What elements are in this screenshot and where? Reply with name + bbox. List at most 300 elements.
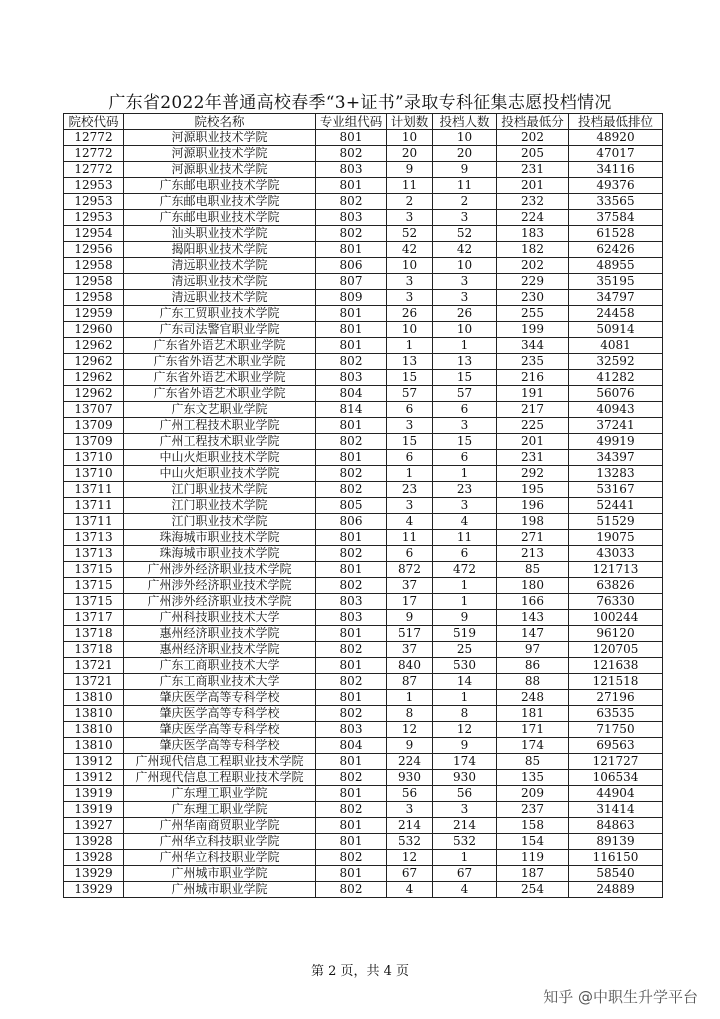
plan-count-cell: 517 <box>387 626 433 642</box>
group-code-cell: 803 <box>316 722 387 738</box>
min-score-cell: 88 <box>497 674 569 690</box>
plan-count-cell: 10 <box>387 258 433 274</box>
school-code-cell: 12960 <box>64 322 124 338</box>
min-rank-cell: 40943 <box>569 402 663 418</box>
plan-count-cell: 37 <box>387 578 433 594</box>
school-name-cell: 广州工程技术职业学院 <box>124 418 316 434</box>
min-score-cell: 182 <box>497 242 569 258</box>
school-name-cell: 肇庆医学高等专科学校 <box>124 690 316 706</box>
group-code-cell: 804 <box>316 386 387 402</box>
min-rank-cell: 24458 <box>569 306 663 322</box>
group-code-cell: 801 <box>316 418 387 434</box>
table-row <box>64 530 663 546</box>
min-rank-cell: 49919 <box>569 434 663 450</box>
admitted-count-cell: 3 <box>433 498 497 514</box>
min-rank-cell: 120705 <box>569 642 663 658</box>
plan-count-cell: 3 <box>387 274 433 290</box>
table-row <box>64 466 663 482</box>
school-name-cell: 广州现代信息工程职业技术学院 <box>124 770 316 786</box>
plan-count-cell: 1 <box>387 466 433 482</box>
min-rank-cell: 27196 <box>569 690 663 706</box>
admitted-count-cell: 6 <box>433 450 497 466</box>
plan-count-cell: 10 <box>387 322 433 338</box>
min-score-cell: 187 <box>497 866 569 882</box>
min-rank-cell: 37241 <box>569 418 663 434</box>
admitted-count-cell: 56 <box>433 786 497 802</box>
school-name-cell: 清远职业技术学院 <box>124 274 316 290</box>
min-score-cell: 254 <box>497 882 569 898</box>
admitted-count-cell: 3 <box>433 210 497 226</box>
school-name-cell: 广州工程技术职业学院 <box>124 434 316 450</box>
min-score-cell: 201 <box>497 434 569 450</box>
plan-count-cell: 56 <box>387 786 433 802</box>
group-code-cell: 801 <box>316 338 387 354</box>
min-score-cell: 180 <box>497 578 569 594</box>
min-score-cell: 119 <box>497 850 569 866</box>
table-row <box>64 802 663 818</box>
school-name-cell: 惠州经济职业技术学院 <box>124 626 316 642</box>
school-code-cell: 13810 <box>64 722 124 738</box>
school-code-cell: 13711 <box>64 482 124 498</box>
school-name-cell: 广州华立科技职业学院 <box>124 850 316 866</box>
table-row <box>64 386 663 402</box>
min-rank-cell: 121638 <box>569 658 663 674</box>
plan-count-cell: 17 <box>387 594 433 610</box>
school-name-cell: 广州涉外经济职业技术学院 <box>124 578 316 594</box>
school-code-cell: 13810 <box>64 690 124 706</box>
min-rank-cell: 84863 <box>569 818 663 834</box>
plan-count-cell: 3 <box>387 418 433 434</box>
school-name-cell: 广州现代信息工程职业技术学院 <box>124 754 316 770</box>
plan-count-cell: 12 <box>387 850 433 866</box>
min-rank-cell: 34116 <box>569 162 663 178</box>
school-name-cell: 肇庆医学高等专科学校 <box>124 706 316 722</box>
admitted-count-cell: 9 <box>433 738 497 754</box>
group-code-cell: 803 <box>316 162 387 178</box>
school-code-cell: 13718 <box>64 642 124 658</box>
school-name-cell: 广东工贸职业技术学院 <box>124 306 316 322</box>
min-score-cell: 202 <box>497 130 569 146</box>
min-score-cell: 229 <box>497 274 569 290</box>
table-row <box>64 818 663 834</box>
school-code-cell: 13919 <box>64 786 124 802</box>
group-code-cell: 805 <box>316 498 387 514</box>
min-score-cell: 237 <box>497 802 569 818</box>
table-row <box>64 130 663 146</box>
min-score-cell: 224 <box>497 210 569 226</box>
admitted-count-cell: 15 <box>433 434 497 450</box>
group-code-cell: 801 <box>316 834 387 850</box>
min-rank-cell: 52441 <box>569 498 663 514</box>
group-code-cell: 803 <box>316 610 387 626</box>
min-score-cell: 171 <box>497 722 569 738</box>
school-name-cell: 江门职业技术学院 <box>124 482 316 498</box>
min-rank-cell: 41282 <box>569 370 663 386</box>
min-rank-cell: 19075 <box>569 530 663 546</box>
admitted-count-cell: 532 <box>433 834 497 850</box>
group-code-cell: 802 <box>316 802 387 818</box>
admitted-count-cell: 214 <box>433 818 497 834</box>
min-rank-cell: 96120 <box>569 626 663 642</box>
admitted-count-cell: 10 <box>433 258 497 274</box>
admitted-count-cell: 14 <box>433 674 497 690</box>
group-code-cell: 802 <box>316 146 387 162</box>
plan-count-cell: 6 <box>387 450 433 466</box>
school-code-cell: 13810 <box>64 706 124 722</box>
school-name-cell: 广东省外语艺术职业学院 <box>124 338 316 354</box>
school-code-cell: 13711 <box>64 514 124 530</box>
school-code-cell: 13717 <box>64 610 124 626</box>
group-code-cell: 803 <box>316 594 387 610</box>
min-rank-cell: 34397 <box>569 450 663 466</box>
table-row <box>64 546 663 562</box>
school-name-cell: 广东邮电职业技术学院 <box>124 178 316 194</box>
group-code-cell: 802 <box>316 882 387 898</box>
school-name-cell: 中山火炬职业技术学院 <box>124 466 316 482</box>
school-code-cell: 13715 <box>64 594 124 610</box>
school-code-cell: 12953 <box>64 178 124 194</box>
admitted-count-cell: 9 <box>433 610 497 626</box>
school-code-cell: 12772 <box>64 130 124 146</box>
plan-count-cell: 15 <box>387 370 433 386</box>
school-name-cell: 广东省外语艺术职业学院 <box>124 386 316 402</box>
plan-count-cell: 9 <box>387 610 433 626</box>
plan-count-cell: 9 <box>387 738 433 754</box>
admitted-count-cell: 472 <box>433 562 497 578</box>
table-row <box>64 578 663 594</box>
school-code-cell: 12958 <box>64 290 124 306</box>
min-rank-cell: 100244 <box>569 610 663 626</box>
min-rank-cell: 63535 <box>569 706 663 722</box>
plan-count-cell: 4 <box>387 514 433 530</box>
school-code-cell: 13710 <box>64 450 124 466</box>
admitted-count-cell: 1 <box>433 578 497 594</box>
min-rank-cell: 121518 <box>569 674 663 690</box>
plan-count-cell: 2 <box>387 194 433 210</box>
document-title: 广东省2022年普通高校春季“3+证书”录取专科征集志愿投档情况 <box>108 93 612 113</box>
min-score-cell: 174 <box>497 738 569 754</box>
group-code-cell: 801 <box>316 306 387 322</box>
school-name-cell: 揭阳职业技术学院 <box>124 242 316 258</box>
school-name-cell: 广州涉外经济职业技术学院 <box>124 594 316 610</box>
min-rank-cell: 76330 <box>569 594 663 610</box>
plan-count-cell: 15 <box>387 434 433 450</box>
admitted-count-cell: 1 <box>433 338 497 354</box>
school-code-cell: 13912 <box>64 754 124 770</box>
min-rank-cell: 89139 <box>569 834 663 850</box>
school-code-cell: 12953 <box>64 210 124 226</box>
min-score-cell: 97 <box>497 642 569 658</box>
school-code-cell: 13927 <box>64 818 124 834</box>
plan-count-cell: 224 <box>387 754 433 770</box>
min-score-cell: 344 <box>497 338 569 354</box>
table-row <box>64 322 663 338</box>
min-rank-cell: 48920 <box>569 130 663 146</box>
admitted-count-cell: 3 <box>433 290 497 306</box>
table-row <box>64 418 663 434</box>
table-row <box>64 434 663 450</box>
min-rank-cell: 31414 <box>569 802 663 818</box>
school-code-cell: 13713 <box>64 530 124 546</box>
table-row <box>64 226 663 242</box>
plan-count-cell: 3 <box>387 210 433 226</box>
min-score-cell: 232 <box>497 194 569 210</box>
table-row <box>64 274 663 290</box>
school-code-cell: 13721 <box>64 658 124 674</box>
min-score-cell: 209 <box>497 786 569 802</box>
min-score-cell: 199 <box>497 322 569 338</box>
plan-count-cell: 532 <box>387 834 433 850</box>
table-row <box>64 338 663 354</box>
header-min-score: 投档最低分 <box>497 114 569 130</box>
min-rank-cell: 63826 <box>569 578 663 594</box>
plan-count-cell: 6 <box>387 402 433 418</box>
table-row <box>64 370 663 386</box>
school-name-cell: 肇庆医学高等专科学校 <box>124 722 316 738</box>
min-rank-cell: 50914 <box>569 322 663 338</box>
min-rank-cell: 24889 <box>569 882 663 898</box>
plan-count-cell: 42 <box>387 242 433 258</box>
group-code-cell: 814 <box>316 402 387 418</box>
admitted-count-cell: 67 <box>433 866 497 882</box>
plan-count-cell: 26 <box>387 306 433 322</box>
group-code-cell: 802 <box>316 706 387 722</box>
group-code-cell: 801 <box>316 322 387 338</box>
school-code-cell: 13715 <box>64 562 124 578</box>
admitted-count-cell: 23 <box>433 482 497 498</box>
plan-count-cell: 1 <box>387 338 433 354</box>
min-rank-cell: 44904 <box>569 786 663 802</box>
school-name-cell: 广州华南商贸职业学院 <box>124 818 316 834</box>
admitted-count-cell: 10 <box>433 130 497 146</box>
school-name-cell: 广东理工职业学院 <box>124 802 316 818</box>
min-score-cell: 230 <box>497 290 569 306</box>
school-name-cell: 广州城市职业学院 <box>124 866 316 882</box>
group-code-cell: 801 <box>316 786 387 802</box>
school-name-cell: 广东邮电职业技术学院 <box>124 194 316 210</box>
group-code-cell: 801 <box>316 242 387 258</box>
min-rank-cell: 106534 <box>569 770 663 786</box>
school-name-cell: 广州华立科技职业学院 <box>124 834 316 850</box>
admitted-count-cell: 930 <box>433 770 497 786</box>
min-score-cell: 217 <box>497 402 569 418</box>
min-score-cell: 196 <box>497 498 569 514</box>
school-name-cell: 广东邮电职业技术学院 <box>124 210 316 226</box>
group-code-cell: 801 <box>316 562 387 578</box>
min-rank-cell: 48955 <box>569 258 663 274</box>
group-code-cell: 801 <box>316 818 387 834</box>
min-rank-cell: 51529 <box>569 514 663 530</box>
min-score-cell: 154 <box>497 834 569 850</box>
school-code-cell: 12953 <box>64 194 124 210</box>
school-code-cell: 12959 <box>64 306 124 322</box>
table-row <box>64 754 663 770</box>
admitted-count-cell: 8 <box>433 706 497 722</box>
school-code-cell: 13713 <box>64 546 124 562</box>
plan-count-cell: 840 <box>387 658 433 674</box>
admitted-count-cell: 519 <box>433 626 497 642</box>
min-score-cell: 135 <box>497 770 569 786</box>
admitted-count-cell: 6 <box>433 546 497 562</box>
plan-count-cell: 52 <box>387 226 433 242</box>
header-group-code: 专业组代码 <box>316 114 387 130</box>
min-rank-cell: 62426 <box>569 242 663 258</box>
admitted-count-cell: 1 <box>433 690 497 706</box>
table-row <box>64 882 663 898</box>
group-code-cell: 802 <box>316 578 387 594</box>
header-admitted-count: 投档人数 <box>433 114 497 130</box>
group-code-cell: 802 <box>316 482 387 498</box>
admitted-count-cell: 26 <box>433 306 497 322</box>
table-row <box>64 658 663 674</box>
group-code-cell: 801 <box>316 530 387 546</box>
plan-count-cell: 57 <box>387 386 433 402</box>
school-code-cell: 13711 <box>64 498 124 514</box>
plan-count-cell: 8 <box>387 706 433 722</box>
plan-count-cell: 6 <box>387 546 433 562</box>
school-code-cell: 12962 <box>64 370 124 386</box>
admitted-count-cell: 3 <box>433 418 497 434</box>
school-code-cell: 13912 <box>64 770 124 786</box>
plan-count-cell: 3 <box>387 290 433 306</box>
min-rank-cell: 32592 <box>569 354 663 370</box>
school-name-cell: 广州科技职业技术大学 <box>124 610 316 626</box>
school-code-cell: 13919 <box>64 802 124 818</box>
min-score-cell: 216 <box>497 370 569 386</box>
min-score-cell: 292 <box>497 466 569 482</box>
min-rank-cell: 33565 <box>569 194 663 210</box>
min-rank-cell: 49376 <box>569 178 663 194</box>
plan-count-cell: 1 <box>387 690 433 706</box>
min-rank-cell: 13283 <box>569 466 663 482</box>
min-score-cell: 143 <box>497 610 569 626</box>
school-name-cell: 河源职业技术学院 <box>124 130 316 146</box>
school-name-cell: 汕头职业技术学院 <box>124 226 316 242</box>
min-score-cell: 183 <box>497 226 569 242</box>
min-score-cell: 85 <box>497 562 569 578</box>
school-code-cell: 12954 <box>64 226 124 242</box>
school-code-cell: 13928 <box>64 850 124 866</box>
group-code-cell: 801 <box>316 754 387 770</box>
school-name-cell: 中山火炬职业技术学院 <box>124 450 316 466</box>
admitted-count-cell: 20 <box>433 146 497 162</box>
min-rank-cell: 4081 <box>569 338 663 354</box>
school-code-cell: 12962 <box>64 386 124 402</box>
min-score-cell: 248 <box>497 690 569 706</box>
school-name-cell: 广东文艺职业学院 <box>124 402 316 418</box>
group-code-cell: 801 <box>316 130 387 146</box>
group-code-cell: 802 <box>316 642 387 658</box>
school-code-cell: 12772 <box>64 146 124 162</box>
plan-count-cell: 11 <box>387 178 433 194</box>
group-code-cell: 801 <box>316 690 387 706</box>
admitted-count-cell: 12 <box>433 722 497 738</box>
table-row <box>64 738 663 754</box>
plan-count-cell: 4 <box>387 882 433 898</box>
school-code-cell: 13707 <box>64 402 124 418</box>
group-code-cell: 806 <box>316 514 387 530</box>
min-score-cell: 147 <box>497 626 569 642</box>
table-row <box>64 642 663 658</box>
school-code-cell: 13710 <box>64 466 124 482</box>
school-name-cell: 肇庆医学高等专科学校 <box>124 738 316 754</box>
school-name-cell: 惠州经济职业技术学院 <box>124 642 316 658</box>
plan-count-cell: 87 <box>387 674 433 690</box>
group-code-cell: 801 <box>316 450 387 466</box>
group-code-cell: 801 <box>316 626 387 642</box>
school-code-cell: 13810 <box>64 738 124 754</box>
admitted-count-cell: 4 <box>433 882 497 898</box>
min-score-cell: 205 <box>497 146 569 162</box>
table-row <box>64 690 663 706</box>
group-code-cell: 802 <box>316 770 387 786</box>
school-code-cell: 13929 <box>64 882 124 898</box>
table-row <box>64 242 663 258</box>
group-code-cell: 809 <box>316 290 387 306</box>
min-rank-cell: 71750 <box>569 722 663 738</box>
min-rank-cell: 47017 <box>569 146 663 162</box>
table-row <box>64 258 663 274</box>
school-name-cell: 河源职业技术学院 <box>124 146 316 162</box>
min-score-cell: 158 <box>497 818 569 834</box>
min-rank-cell: 37584 <box>569 210 663 226</box>
table-row <box>64 290 663 306</box>
table-row <box>64 706 663 722</box>
table-row <box>64 594 663 610</box>
admitted-count-cell: 530 <box>433 658 497 674</box>
school-code-cell: 12962 <box>64 354 124 370</box>
table-row <box>64 610 663 626</box>
table-row <box>64 210 663 226</box>
min-score-cell: 191 <box>497 386 569 402</box>
admitted-count-cell: 3 <box>433 274 497 290</box>
plan-count-cell: 37 <box>387 642 433 658</box>
group-code-cell: 803 <box>316 370 387 386</box>
group-code-cell: 802 <box>316 466 387 482</box>
header-school-code: 院校代码 <box>64 114 124 130</box>
min-rank-cell: 61528 <box>569 226 663 242</box>
min-rank-cell: 58540 <box>569 866 663 882</box>
table-row <box>64 306 663 322</box>
min-score-cell: 181 <box>497 706 569 722</box>
group-code-cell: 802 <box>316 674 387 690</box>
plan-count-cell: 67 <box>387 866 433 882</box>
min-rank-cell: 53167 <box>569 482 663 498</box>
school-code-cell: 12958 <box>64 274 124 290</box>
admitted-count-cell: 1 <box>433 594 497 610</box>
admitted-count-cell: 6 <box>433 402 497 418</box>
min-score-cell: 86 <box>497 658 569 674</box>
admitted-count-cell: 10 <box>433 322 497 338</box>
admitted-count-cell: 1 <box>433 850 497 866</box>
table-row <box>64 450 663 466</box>
school-code-cell: 12962 <box>64 338 124 354</box>
admitted-count-cell: 4 <box>433 514 497 530</box>
header-min-rank: 投档最低排位 <box>569 114 663 130</box>
school-name-cell: 广州城市职业学院 <box>124 882 316 898</box>
table-row <box>64 562 663 578</box>
school-name-cell: 珠海城市职业技术学院 <box>124 530 316 546</box>
min-score-cell: 213 <box>497 546 569 562</box>
admitted-count-cell: 15 <box>433 370 497 386</box>
school-name-cell: 清远职业技术学院 <box>124 258 316 274</box>
admitted-count-cell: 25 <box>433 642 497 658</box>
min-rank-cell: 34797 <box>569 290 663 306</box>
min-score-cell: 166 <box>497 594 569 610</box>
plan-count-cell: 872 <box>387 562 433 578</box>
table-row <box>64 194 663 210</box>
table-body <box>64 130 663 898</box>
